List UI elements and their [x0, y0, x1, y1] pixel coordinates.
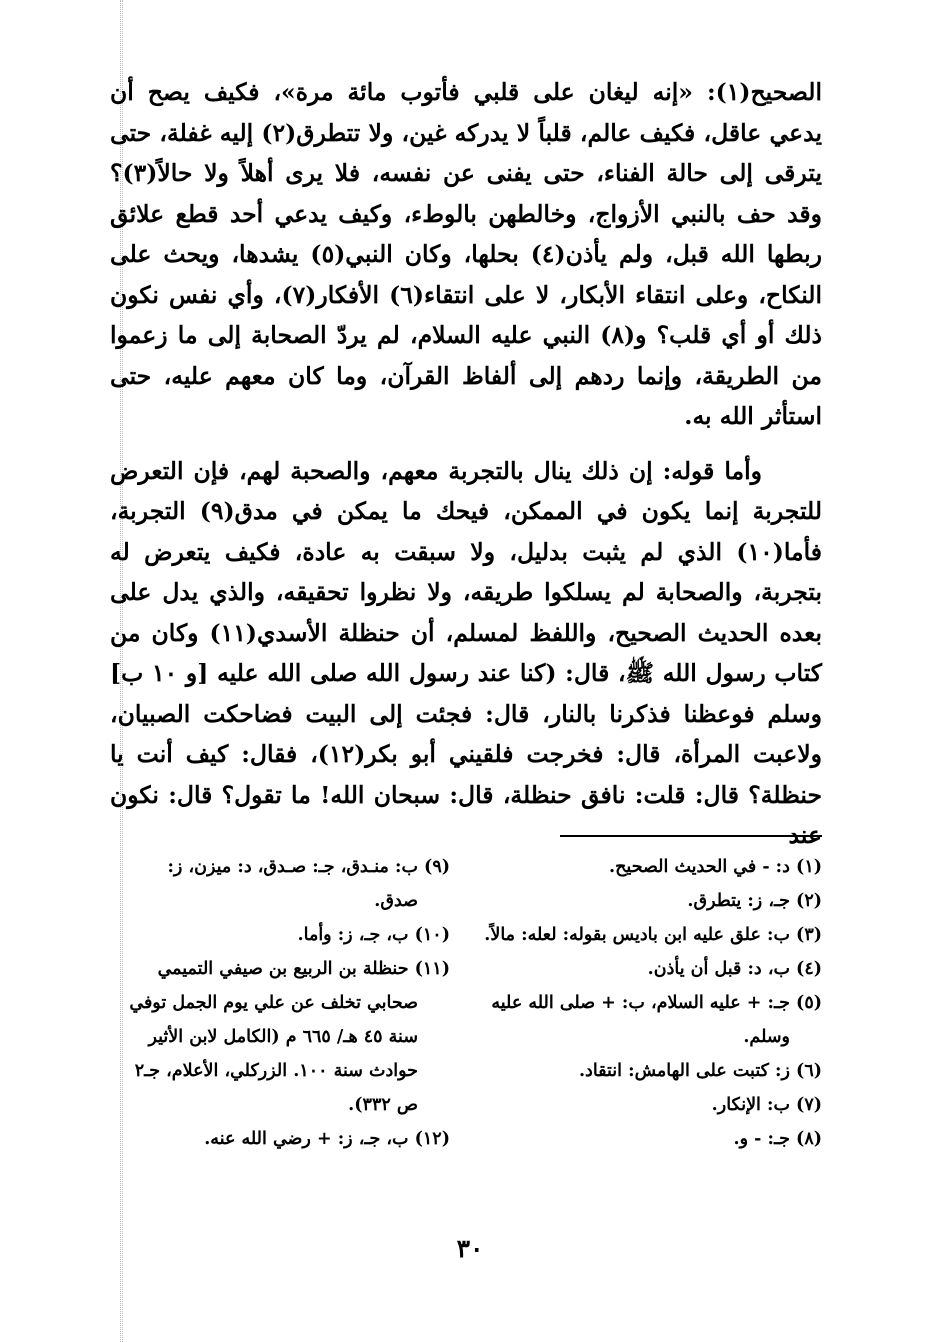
footnote: (٧) ب: الإنكار. — [711, 1095, 822, 1115]
footnote: (١١) حنظلة بن الربيع بن صيفي التميمي صحابي تخلف عن علي يوم الجمل توفي سنة ٤٥ هـ/ ٦٦٥ م (الكامل لابن الأثير حوادث سنة ١٠٠. الزركلي، الأعلام، جـ٢ ص ٣٣٢). — [129, 959, 450, 1115]
footnote: (٤) ب، د: قبل أن يأذن. — [647, 959, 822, 979]
footnote: (١٠) ب، جـ، ز: وأما. — [297, 925, 450, 945]
footnotes-right-column — [478, 850, 822, 1156]
footnote: (٦) ز: كتبت على الهامش: انتقاد. — [578, 1061, 822, 1081]
footnote: (١) د: - في الحديث الصحيح. — [609, 857, 822, 877]
footnote: (٥) جـ: + عليه السلام، ب: + صلى الله عليه وسلم. — [491, 993, 822, 1047]
footnote-divider — [560, 835, 822, 837]
footnote: (١٢) ب، جـ، ز: + رضي الله عنه. — [204, 1129, 450, 1149]
paragraph: الصحيح(١): «إنه ليغان على قلبي فأتوب مائة مرة»، فكيف يصح أن يدعي عاقل، فكيف عالم، قلباً لا يدركه غين، ولا تتطرق(٢) إليه غفلة، حتى يترقى إلى حالة الفناء، حتى يفنى عن نفسه، فلا يرى أهلاً ولا حالاً(٣)؟ وقد حف بالنبي الأزواج، وخالطهن بالوطء، وكيف يدعي أحد قطع علائق ربطها الله قبل، ولم يأذن(٤) بحلها، وكان النبي(٥) يشدها، ويحث على النكاح، وعلى انتقاء الأبكار، لا على انتقاء(٦) الأفكار(٧)، وأي نفس نكون ذلك أو أي قلب؟ و(٨) النبي عليه السلام، لم يردّ الصحابة إلى ما زعموا من الطريقة، وإنما ردهم إلى ألفاظ القرآن، وما كان معهم عليه، حتى استأثر الله به. — [110, 78, 823, 430]
paragraph: وأما قوله: إن ذلك ينال بالتجربة معهم، والصحبة لهم، فإن التعرض للتجربة إنما يكون في الممكن، فيحك ما يمكن في مدق(٩) التجربة، فأما(١٠) الذي لم يثبت بدليل، ولا سبقت به عادة، فكيف يتعرض له بتجربة، والصحابة لم يسلكوا طريقه، ولا نظروا تحقيقه، والذي يدل على بعده الحديث الصحيح، واللفظ لمسلم، أن حنظلة الأسدي(١١) وكان من كتاب رسول الله ﷺ، قال: (كنا عند رسول الله صلى الله عليه [و ١٠ ب] وسلم فوعظنا فذكرنا بالنار، قال: فجئت إلى البيت فضاحكت الصبيان، ولاعبت المرأة، قال: فخرجت فلقيني أبو بكر(١٢)، فقال: كيف أنت يا حنظلة؟ قال: قلت: نافق حنظلة، قال: سبحان الله! ما تقول؟ قال: نكون عند — [110, 456, 823, 849]
footnote: (٢) جـ، ز: يتطرق. — [687, 891, 822, 911]
footnote: (٩) ب: منـدق، جـ: صـدق، د: ميزن، ز: صدق. — [167, 857, 450, 911]
page-number: ٣٠ — [456, 1234, 484, 1263]
main-text — [110, 72, 822, 856]
footnote: (٣) ب: علق عليه ابن باديس بقوله: لعله: مالاً. — [484, 925, 822, 945]
footnotes-left-column — [128, 850, 450, 1156]
footnote: (٨) جـ: - و. — [733, 1129, 822, 1149]
